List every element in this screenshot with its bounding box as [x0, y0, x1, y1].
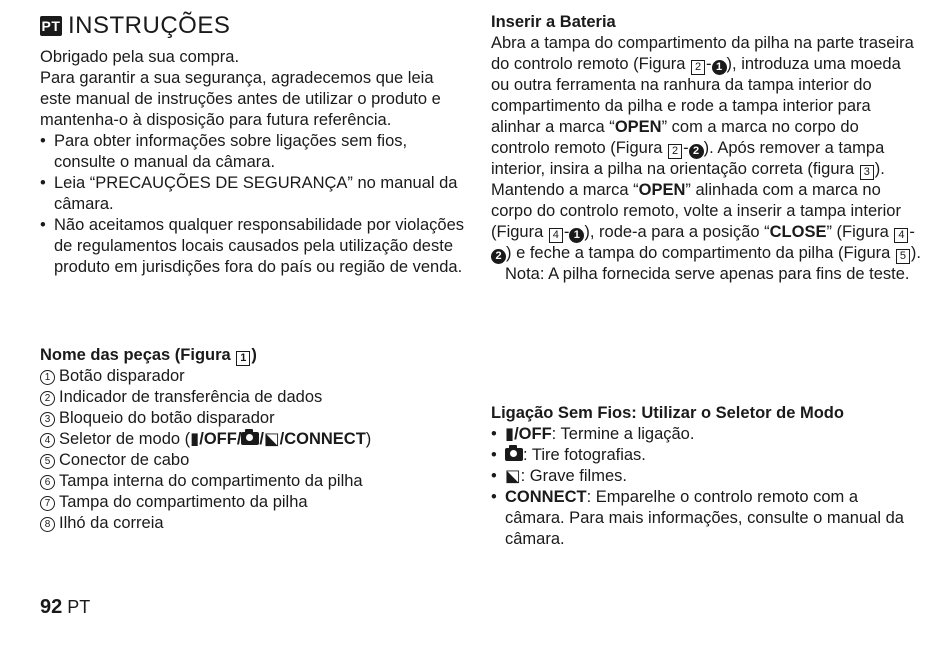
battery-note: Nota: A pilha fornecida serve apenas para fins de teste. — [505, 265, 910, 283]
battery-instructions: Abra a tampa do compartimento da pilha na parte traseira do controlo remoto (Figura 2 - 1 ), introduza uma moeda ou outra ferramenta na ranhura da tampa interior do compartimento da pilha e rode a tampa interior para alinhar a marca “OPEN” com a marca no corpo do controlo remoto (Figura 2 - 2 ). Após remover a tampa interior, insira a pilha na orientação correta (figura 3 ). Mantendo a marca “OPEN” alinhada com a marca no corpo do controlo remoto, volte a inserir a tampa interior (Figura 4 - 1 ), rode-a para a posição “CLOSE” (Figura 4 -2 ) e feche a tampa do compartimento da pilha (Figura 5 ). — [491, 34, 921, 262]
mode-item-photo: • : Tire fotografias. — [491, 445, 921, 466]
notice-list — [40, 131, 465, 278]
part-item: 8 Ilhó da correia — [40, 513, 465, 534]
mode-item-connect: • CONNECT: Emparelhe o controlo remoto com a câmara. Para mais informações, consulte o manual da câmara. — [491, 487, 921, 550]
parts-section — [40, 345, 465, 534]
part-item: 1 Botão disparador — [40, 366, 465, 387]
mode-list — [491, 424, 921, 550]
battery-heading: Inserir a Bateria — [491, 13, 616, 31]
wireless-heading: Ligação Sem Fios: Utilizar o Seletor de Modo — [491, 404, 844, 422]
notice-item: • Leia “PRECAUÇÕES DE SEGURANÇA” no manual da câmara. — [40, 173, 465, 215]
page-number: 92 — [40, 596, 63, 618]
notice-item: • Não aceitamos qualquer responsabilidade por violações de regulamentos locais causados pela utilização deste produto em jurisdições fora do país ou região de venda. — [40, 215, 465, 278]
battery-section — [491, 12, 921, 285]
page-footer — [40, 596, 90, 619]
intro-thanks: Obrigado pela sua compra. — [40, 48, 240, 66]
part-item: 2 Indicador de transferência de dados — [40, 387, 465, 408]
part-item: 4 Seletor de modo (▮/OFF/ /⬕/CONNECT) — [40, 429, 465, 450]
mode-item-movie: • ⬕: Grave filmes. — [491, 466, 921, 487]
parts-heading: Nome das peças (Figura 1 ) — [40, 346, 257, 364]
wireless-section — [491, 403, 921, 550]
step-1-icon: 1 — [712, 60, 727, 75]
language-badge: PT — [41, 18, 61, 34]
figure-ref: 1 — [236, 351, 250, 366]
part-item: 6 Tampa interna do compartimento da pilha — [40, 471, 465, 492]
part-item: 7 Tampa do compartimento da pilha — [40, 492, 465, 513]
page-title — [40, 12, 230, 40]
title-text: INSTRUÇÕES — [68, 12, 231, 39]
footer-lang: PT — [67, 597, 91, 617]
intro-safety: Para garantir a sua segurança, agradecemos que leia este manual de instruções antes de utilizar o produto e mantenha-o à disposição para futura referência. — [40, 69, 441, 129]
part-item: 5 Conector de cabo — [40, 450, 465, 471]
step-2-icon: 2 — [689, 144, 704, 159]
step-1-icon: 1 — [569, 228, 584, 243]
movie-icon: ⬕ — [505, 467, 521, 485]
remote-icon: ▮ — [505, 425, 515, 443]
part-item: 3 Bloqueio do botão disparador — [40, 408, 465, 429]
notice-item: • Para obter informações sobre ligações sem fios, consulte o manual da câmara. — [40, 131, 465, 173]
camera-icon — [505, 448, 523, 461]
intro — [40, 47, 465, 278]
camera-icon — [241, 432, 259, 445]
step-2-icon: 2 — [491, 249, 506, 264]
remote-icon: ▮ — [190, 430, 200, 448]
mode-item-off: • ▮/OFF: Termine a ligação. — [491, 424, 921, 445]
movie-icon: ⬕ — [264, 430, 280, 448]
